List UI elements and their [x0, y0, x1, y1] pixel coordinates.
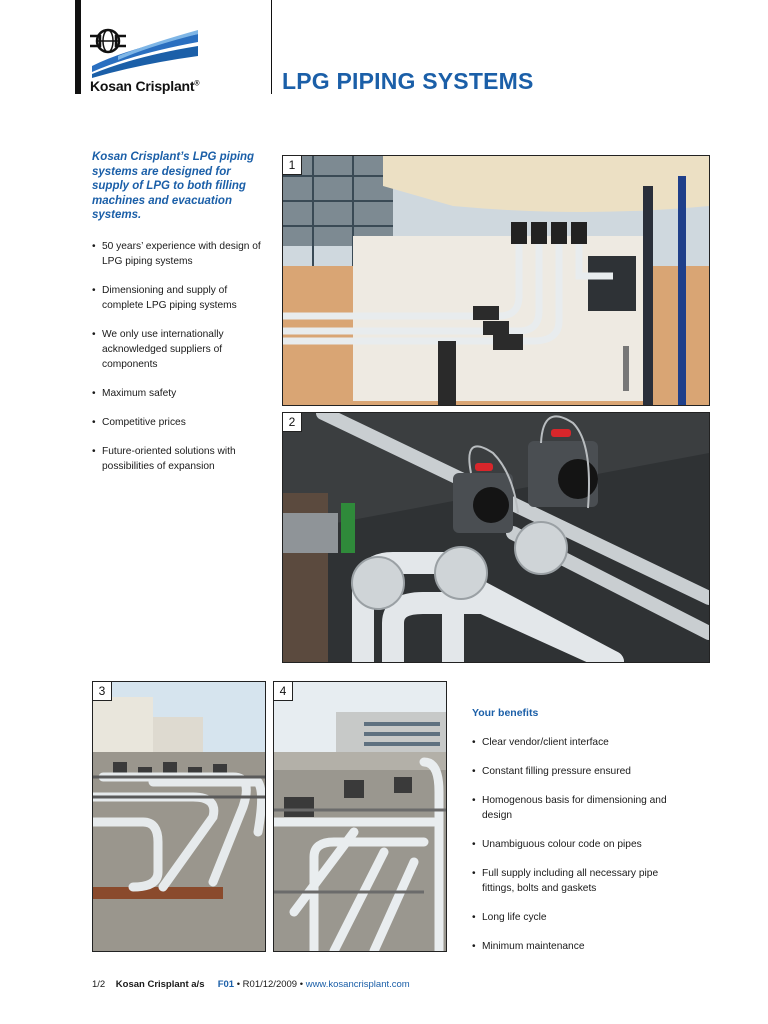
- photo-number: 1: [283, 156, 302, 175]
- list-item: • Constant filling pressure ensured: [472, 764, 672, 779]
- piping-installation-image: [283, 156, 709, 405]
- kosan-crisplant-logo-icon: [88, 26, 200, 78]
- list-item: • Competitive prices: [92, 415, 262, 430]
- page-number: 1/2: [92, 979, 106, 990]
- list-item: • Homogenous basis for dimensioning and design: [472, 793, 672, 823]
- list-item: • We only use internationally acknowledged suppliers of components: [92, 327, 262, 372]
- photo-4: [273, 681, 447, 952]
- revision: R01/12/2009: [242, 979, 298, 990]
- footer-separator: •: [299, 979, 304, 990]
- document-code: F01: [217, 979, 235, 990]
- photo-3: [92, 681, 266, 952]
- list-item: • Unambiguous colour code on pipes: [472, 837, 672, 852]
- feature-list: [92, 239, 262, 488]
- list-item: • Long life cycle: [472, 910, 672, 925]
- photo-number: 4: [274, 682, 293, 701]
- title-divider: [271, 0, 272, 94]
- logo-bar: [75, 0, 81, 94]
- benefits-list: [472, 735, 672, 968]
- footer-company: Kosan Crisplant a/s: [115, 979, 205, 990]
- photo-number: 2: [283, 413, 302, 432]
- company-logo-text: Kosan Crisplant®: [90, 78, 200, 94]
- photo-2: [282, 412, 710, 663]
- footer-separator: •: [236, 979, 241, 990]
- photo-number: 3: [93, 682, 112, 701]
- list-item: • Future-oriented solutions with possibilities of expansion: [92, 444, 262, 474]
- page-footer: [92, 979, 410, 990]
- list-item: • Full supply including all necessary pipe fittings, bolts and gaskets: [472, 866, 672, 896]
- website-link[interactable]: www.kosancrisplant.com: [305, 979, 410, 990]
- list-item: • Maximum safety: [92, 386, 262, 401]
- pipe-manifold-image: [274, 682, 446, 951]
- list-item: • Clear vendor/client interface: [472, 735, 672, 750]
- benefits-title: Your benefits: [472, 707, 539, 719]
- list-item: • Minimum maintenance: [472, 939, 672, 954]
- list-item: • Dimensioning and supply of complete LPG piping systems: [92, 283, 262, 313]
- photo-1: [282, 155, 710, 406]
- page-title: LPG PIPING SYSTEMS: [282, 68, 534, 94]
- intro-text: Kosan Crisplant’s LPG piping systems are designed for supply of LPG to both filling machines and evacuation systems.: [92, 151, 255, 222]
- list-item: • 50 years’ experience with design of LPG piping systems: [92, 239, 262, 269]
- valve-assembly-image: [283, 413, 709, 662]
- pipe-rack-image: [93, 682, 265, 951]
